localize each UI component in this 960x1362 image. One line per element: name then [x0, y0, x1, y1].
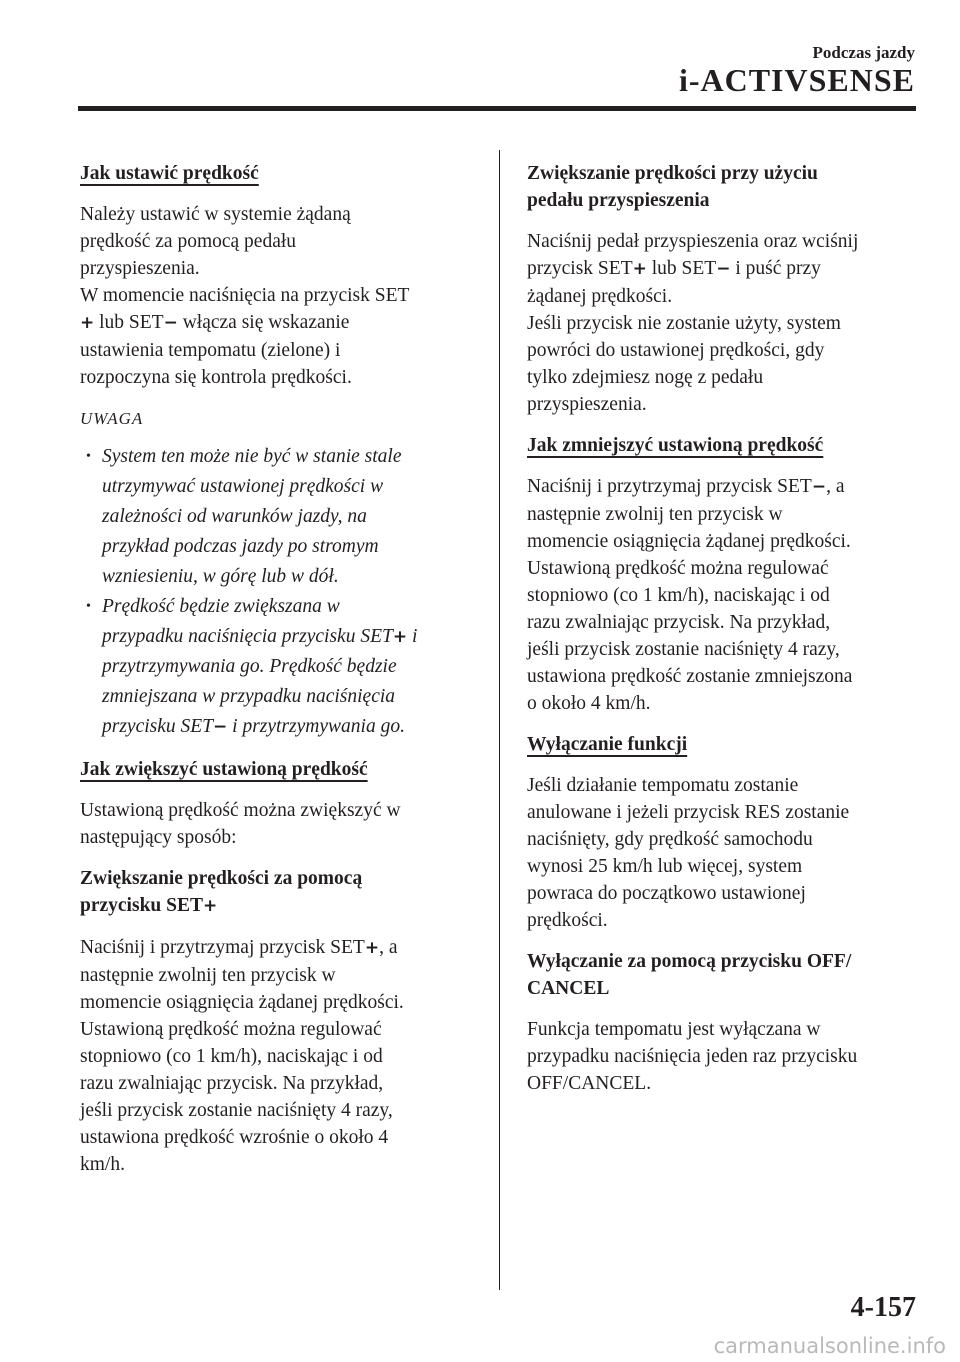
- text-line: Należy ustawić w systemie żądaną: [80, 204, 351, 225]
- text-line: o około 4 km/h.: [527, 693, 651, 714]
- text-line: przypadku naciśnięcia jeden raz przycisku: [527, 1046, 858, 1067]
- paragraph-disable-function: [527, 772, 915, 934]
- text-line: Funkcja tempomatu jest wyłączana w: [527, 1019, 821, 1040]
- paragraph-off-cancel: [527, 1016, 915, 1097]
- text-fragment: Naciśnij i przytrzymaj przycisk SET: [527, 476, 812, 497]
- text-line: ustawiona prędkość wzrośnie o około 4: [80, 1127, 389, 1148]
- text-line: przyspieszenia.: [527, 394, 647, 415]
- text-fragment: lub SET: [94, 312, 164, 333]
- text-line: następnie zwolnij ten przycisk w: [80, 965, 336, 986]
- subheading-off-cancel: [527, 948, 915, 1002]
- text-line: Jeśli przycisk nie zostanie użyty, system: [527, 313, 841, 334]
- text-line: km/h.: [80, 1154, 125, 1175]
- text-line: stopniowo (co 1 km/h), naciskając i od: [80, 1046, 383, 1067]
- text-line: razu zwalniając przycisk. Na przykład,: [80, 1073, 384, 1094]
- text-line: [527, 473, 915, 501]
- note-item: [80, 442, 468, 592]
- text-fragment: , a: [826, 476, 845, 497]
- note-list: [80, 442, 468, 742]
- text-line: zmniejszana w przypadku naciśnięcia: [102, 686, 396, 707]
- paragraph-accelerator: [527, 228, 915, 418]
- text-line: Wyłączanie za pomocą przycisku OFF/: [527, 951, 852, 972]
- text-line: prędkość za pomocą pedału: [80, 231, 297, 252]
- text-line: OFF/CANCEL.: [527, 1073, 652, 1094]
- paragraph-set-speed: [80, 201, 468, 391]
- text-line: [80, 309, 468, 337]
- text-fragment: i: [407, 626, 418, 647]
- text-line: żądanej prędkości.: [527, 286, 673, 307]
- text-line: Naciśnij pedał przyspieszenia oraz wciśnij: [527, 231, 859, 252]
- text-line: jeśli przycisk zostanie naciśnięty 4 razy,: [80, 1100, 393, 1121]
- plus-icon: +: [364, 938, 380, 958]
- text-line: W momencie naciśnięcia na przycisk SET: [80, 285, 410, 306]
- heading-set-speed: Jak ustawić prędkość: [80, 163, 259, 184]
- text-line: wynosi 25 km/h lub więcej, system: [527, 856, 803, 877]
- note-label: UWAGA: [80, 409, 144, 428]
- text-fragment: i puść przy: [730, 258, 821, 279]
- text-line: CANCEL: [527, 978, 610, 999]
- text-line: Jeśli działanie tempomatu zostanie: [527, 775, 799, 796]
- header-section-label: Podczas jazdy: [812, 43, 915, 62]
- text-line: przyspieszenia.: [80, 258, 200, 279]
- bullet-icon: •: [86, 599, 91, 614]
- text-fragment: lub SET: [646, 258, 717, 279]
- header-rule: [78, 106, 916, 111]
- text-fragment: i przytrzymywania go.: [227, 716, 405, 737]
- text-line: Ustawioną prędkość można zwiększyć w: [80, 800, 401, 821]
- text-fragment: przycisku SET: [102, 716, 214, 737]
- text-line: anulowane i jeżeli przycisk RES zostanie: [527, 802, 850, 823]
- text-fragment: przycisku SET: [80, 895, 203, 916]
- text-line: System ten może nie być w stanie stale: [102, 446, 402, 467]
- text-fragment: , a: [379, 937, 398, 958]
- text-line: ustawienia tempomatu (zielone) i: [80, 340, 341, 361]
- text-line: utrzymywać ustawionej prędkości w: [102, 476, 384, 497]
- text-line: Ustawioną prędkość można regulować: [80, 1019, 382, 1040]
- plus-icon: +: [203, 896, 218, 916]
- text-line: Zwiększanie prędkości za pomocą: [80, 868, 363, 889]
- note-item: [80, 592, 468, 742]
- text-fragment: przypadku naciśnięcia przycisku SET: [102, 626, 393, 647]
- text-fragment: włącza się wskazanie: [177, 312, 350, 333]
- minus-icon: −: [811, 477, 827, 497]
- paragraph-increase-speed: [80, 797, 468, 851]
- text-line: przytrzymywania go. Prędkość będzie: [102, 656, 397, 677]
- heading-disable-function: Wyłączanie funkcji: [527, 734, 688, 755]
- text-line: rozpoczyna się kontrola prędkości.: [80, 367, 352, 388]
- text-line: Prędkość będzie zwiększana w: [102, 596, 340, 617]
- heading-decrease-speed: Jak zmniejszyć ustawioną prędkość: [527, 435, 824, 456]
- page-number: 4-157: [850, 1292, 916, 1323]
- subheading-set-plus: [80, 865, 468, 920]
- text-fragment: przycisk SET: [527, 258, 633, 279]
- text-line: [102, 622, 468, 652]
- bullet-icon: •: [86, 449, 91, 464]
- column-divider: [499, 150, 500, 1290]
- text-fragment: Naciśnij i przytrzymaj przycisk SET: [80, 937, 365, 958]
- heading-increase-speed: Jak zwiększyć ustawioną prędkość: [80, 759, 368, 780]
- plus-icon: +: [632, 259, 647, 279]
- text-line: [80, 892, 468, 920]
- header-chapter-title: i-ACTIVSENSE: [678, 62, 915, 98]
- text-line: [80, 934, 468, 962]
- left-column: [80, 160, 468, 1192]
- text-line: przykład podczas jazdy po stromym: [102, 536, 379, 557]
- plus-icon: +: [80, 313, 95, 333]
- text-line: powróci do ustawionej prędkości, gdy: [527, 340, 825, 361]
- paragraph-set-plus: [80, 934, 468, 1178]
- text-line: tylko zdejmiesz nogę z pedału: [527, 367, 764, 388]
- text-line: wzniesieniu, w górę lub w dół.: [102, 566, 339, 587]
- text-line: razu zwalniając przycisk. Na przykład,: [527, 612, 831, 633]
- text-line: naciśnięty, gdy prędkość samochodu: [527, 829, 813, 850]
- minus-icon: −: [716, 259, 731, 279]
- text-line: Ustawioną prędkość można regulować: [527, 558, 829, 579]
- minus-icon: −: [213, 717, 228, 737]
- text-line: następnie zwolnij ten przycisk w: [527, 504, 783, 525]
- text-line: [102, 712, 468, 742]
- text-line: jeśli przycisk zostanie naciśnięty 4 razy,: [527, 639, 840, 660]
- text-line: prędkości.: [527, 910, 608, 931]
- text-line: [527, 255, 915, 283]
- text-line: momencie osiągnięcia żądanej prędkości.: [80, 992, 404, 1013]
- text-line: powraca do początkowo ustawionej: [527, 883, 806, 904]
- text-line: momencie osiągnięcia żądanej prędkości.: [527, 531, 851, 552]
- paragraph-decrease-speed: [527, 473, 915, 717]
- plus-icon: +: [392, 627, 408, 647]
- text-line: następujący sposób:: [80, 827, 237, 848]
- text-line: zależności od warunków jazdy, na: [102, 506, 367, 527]
- right-column: [527, 160, 915, 1111]
- subheading-accelerator: [527, 160, 915, 214]
- text-line: stopniowo (co 1 km/h), naciskając i od: [527, 585, 830, 606]
- text-line: Zwiększanie prędkości przy użyciu: [527, 163, 818, 184]
- text-line: ustawiona prędkość zostanie zmniejszona: [527, 666, 853, 687]
- minus-icon: −: [163, 313, 178, 333]
- text-line: pedału przyspieszenia: [527, 190, 710, 211]
- watermark: carmanualsonline.info: [713, 1334, 946, 1358]
